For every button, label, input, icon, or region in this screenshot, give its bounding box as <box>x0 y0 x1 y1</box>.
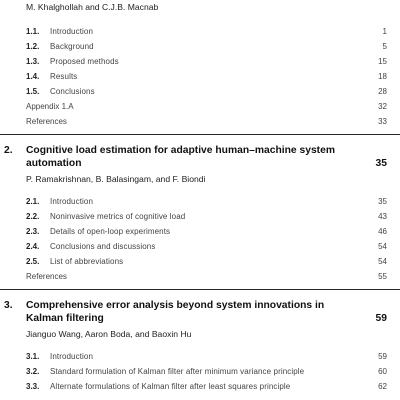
section-page: 60 <box>378 367 387 376</box>
section-page: 35 <box>378 197 387 206</box>
section-number: 2.5. <box>26 257 40 266</box>
chapter2-title-line2: automation <box>26 157 82 169</box>
chapter2-number: 2. <box>4 145 13 156</box>
section-page: 1 <box>382 27 387 36</box>
section-number: 2.3. <box>26 227 40 236</box>
section-page: 18 <box>378 72 387 81</box>
chapter3-authors: Jianguo Wang, Aaron Boda, and Baoxin Hu <box>26 329 192 339</box>
chapter-divider <box>0 134 400 135</box>
section-number: 1.5. <box>26 87 40 96</box>
section-title: Introduction <box>50 27 94 36</box>
chapter2-page: 35 <box>375 158 387 169</box>
section-title: Conclusions <box>50 87 95 96</box>
section-number: 2.4. <box>26 242 40 251</box>
section-title: Details of open-loop experiments <box>50 227 171 236</box>
section-title: Background <box>50 42 94 51</box>
section-title: Conclusions and discussions <box>50 242 156 251</box>
references-title: References <box>26 272 67 281</box>
chapter3-number: 3. <box>4 300 13 311</box>
section-number: 1.1. <box>26 27 40 36</box>
section-number: 2.1. <box>26 197 40 206</box>
appendix-page: 32 <box>378 102 387 111</box>
section-title: Introduction <box>50 197 94 206</box>
section-page: 54 <box>378 257 387 266</box>
section-title: List of abbreviations <box>50 257 124 266</box>
section-number: 1.3. <box>26 57 40 66</box>
chapter3-title-line2: Kalman filtering <box>26 312 104 324</box>
chapter1-authors: M. Khalghollah and C.J.B. Macnab <box>26 2 159 12</box>
references-page: 55 <box>378 272 387 281</box>
section-page: 46 <box>378 227 387 236</box>
section-title: Standard formulation of Kalman filter after minimum variance principle <box>50 367 305 376</box>
section-page: 62 <box>378 382 387 391</box>
section-title: Noninvasive metrics of cognitive load <box>50 212 186 221</box>
section-page: 43 <box>378 212 387 221</box>
section-title: Results <box>50 72 78 81</box>
section-number: 3.2. <box>26 367 40 376</box>
appendix-title: Appendix 1.A <box>26 102 74 111</box>
chapter2-title-line1: Cognitive load estimation for adaptive human–machine system <box>26 145 335 156</box>
section-page: 15 <box>378 57 387 66</box>
section-number: 2.2. <box>26 212 40 221</box>
section-number: 1.4. <box>26 72 40 81</box>
chapter3-title-line1: Comprehensive error analysis beyond system innovations in <box>26 300 325 311</box>
section-page: 28 <box>378 87 387 96</box>
section-number: 3.3. <box>26 382 40 391</box>
section-number: 3.1. <box>26 352 40 361</box>
references-page: 33 <box>378 117 387 126</box>
section-page: 54 <box>378 242 387 251</box>
chapter-divider <box>0 289 400 290</box>
section-title: Alternate formulations of Kalman filter after least squares principle <box>50 382 291 391</box>
references-title: References <box>26 117 67 126</box>
section-page: 59 <box>378 352 387 361</box>
section-title: Proposed methods <box>50 57 119 66</box>
section-number: 1.2. <box>26 42 40 51</box>
section-page: 5 <box>382 42 387 51</box>
section-title: Introduction <box>50 352 94 361</box>
chapter3-page: 59 <box>375 313 387 324</box>
chapter2-authors: P. Ramakrishnan, B. Balasingam, and F. Biondi <box>26 174 206 184</box>
